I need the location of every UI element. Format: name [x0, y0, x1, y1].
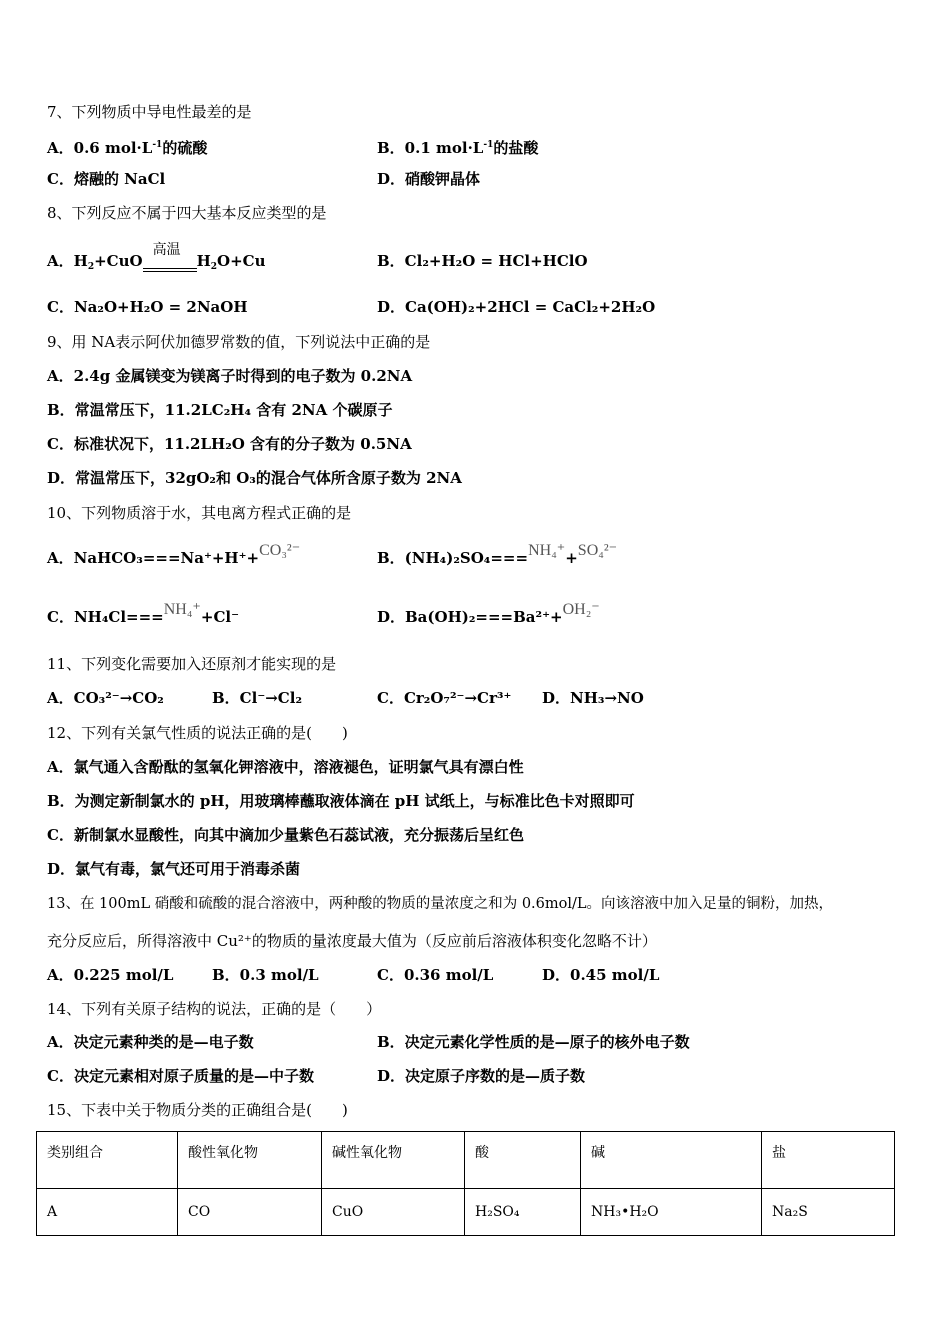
- condition-label: 高温: [152, 242, 181, 258]
- q8-a-end: O+Cu: [217, 252, 266, 270]
- q9-option-b[interactable]: B．常温常压下，11.2LC₂H₄ 含有 2NA 个碳原子: [47, 401, 393, 419]
- q10-option-c[interactable]: [47, 601, 239, 628]
- q10-c-text: C．NH₄Cl===: [47, 608, 164, 626]
- q12-option-b[interactable]: B．为测定新制氯水的 pH，用玻璃棒蘸取液体滴在 pH 试纸上，与标准比色卡对照即可: [47, 792, 635, 810]
- q13-stem-line1: 13、在 100mL 硝酸和硫酸的混合溶液中，两种酸的物质的量浓度之和为 0.6mol/L。向该溶液中加入足量的铜粉，加热，: [47, 896, 834, 912]
- table-cell: NH₃•H₂O: [581, 1189, 762, 1236]
- q13-option-c[interactable]: C．0.36 mol/L: [377, 966, 494, 984]
- q7-b-tail: 的盐酸: [493, 139, 539, 157]
- table-header-cell: 碱: [581, 1132, 762, 1189]
- table-header-cell: 盐: [762, 1132, 895, 1189]
- q9-option-c[interactable]: C．标准状况下，11.2LH₂O 含有的分子数为 0.5NA: [47, 435, 412, 453]
- q10-a-ion: CO₃²⁻: [259, 542, 301, 559]
- q11-option-d[interactable]: D．NH₃→NO: [542, 689, 644, 707]
- q10-a-text: A．NaHCO₃===Na⁺+H⁺+: [47, 549, 260, 567]
- q7-a-text: A．0.6 mol·L: [47, 139, 153, 157]
- q7-b-text: B．0.1 mol·L: [377, 139, 484, 157]
- q10-c-tail: +Cl⁻: [200, 608, 239, 626]
- q10-stem: 10、下列物质溶于水，其电离方程式正确的是: [47, 504, 352, 522]
- table-cell: A: [37, 1189, 178, 1236]
- q10-d-text: D．Ba(OH)₂===Ba²⁺+: [377, 608, 563, 626]
- table-row: [37, 1189, 895, 1236]
- table-cell: Na₂S: [762, 1189, 895, 1236]
- q14-option-c[interactable]: C．决定元素相对原子质量的是—中子数: [47, 1067, 314, 1085]
- q7-stem: 7、下列物质中导电性最差的是: [47, 103, 252, 121]
- reaction-condition-arrow: [143, 242, 197, 277]
- q11-option-b[interactable]: B．Cl⁻→Cl₂: [212, 689, 303, 707]
- q8-option-a[interactable]: A．$H_2+CuO$ 高温 $H_2O+Cu$: [47, 251, 266, 277]
- q8-option-c[interactable]: C．Na₂O+H₂O = 2NaOH: [47, 298, 248, 316]
- table-header-row: [37, 1132, 895, 1189]
- q12-option-d[interactable]: D．氯气有毒，氯气还可用于消毒杀菌: [47, 860, 301, 878]
- q10-option-b[interactable]: [377, 542, 618, 569]
- table-cell: CuO: [322, 1189, 465, 1236]
- q11-option-a[interactable]: A．CO₃²⁻→CO₂: [47, 689, 164, 707]
- q8-a-pre: A．H: [47, 252, 88, 270]
- q9-option-d[interactable]: D．常温常压下，32gO₂和 O₃的混合气体所含原子数为 2NA: [47, 469, 462, 487]
- table-header-cell: 类别组合: [37, 1132, 178, 1189]
- q13-option-b[interactable]: B．0.3 mol/L: [212, 966, 319, 984]
- q14-stem: 14、下列有关原子结构的说法，正确的是（ ）: [47, 1000, 382, 1018]
- q9-option-a[interactable]: A．2.4g 金属镁变为镁离子时得到的电子数为 0.2NA: [47, 367, 413, 385]
- q14-option-a[interactable]: A．决定元素种类的是—电子数: [47, 1033, 254, 1051]
- q10-b-plus: +: [565, 549, 578, 567]
- q8-stem: 8、下列反应不属于四大基本反应类型的是: [47, 204, 327, 222]
- q12-option-c[interactable]: C．新制氯水显酸性，向其中滴加少量紫色石蕊试液，充分振荡后呈红色: [47, 826, 524, 844]
- q12-option-a[interactable]: A．氯气通入含酚酞的氢氧化钾溶液中，溶液褪色，证明氯气具有漂白性: [47, 758, 524, 776]
- q8-option-b[interactable]: B．Cl₂+H₂O = HCl+HClO: [377, 252, 588, 270]
- q12-stem: 12、下列有关氯气性质的说法正确的是( ): [47, 724, 348, 742]
- q10-b-text: B．(NH₄)₂SO₄===: [377, 549, 529, 567]
- q7-option-a[interactable]: [47, 135, 207, 158]
- q8-a-mid: +CuO: [94, 252, 143, 270]
- q13-option-a[interactable]: A．0.225 mol/L: [47, 966, 174, 984]
- q10-b-ion1: NH₄⁺: [528, 542, 566, 559]
- q13-stem-line2: 充分反应后，所得溶液中 Cu²⁺的物质的量浓度最大值为（反应前后溶液体积变化忽略不计）: [47, 932, 657, 950]
- q10-d-ion: OH₂⁻: [562, 601, 600, 618]
- q7-b-sup: -1: [483, 140, 494, 150]
- q15-stem: 15、下表中关于物质分类的正确组合是( ): [47, 1101, 348, 1119]
- q14-option-b[interactable]: B．决定元素化学性质的是—原子的核外电子数: [377, 1033, 690, 1051]
- q10-c-ion: NH₄⁺: [163, 601, 201, 618]
- q7-a-tail: 的硫酸: [162, 139, 208, 157]
- q11-stem: 11、下列变化需要加入还原剂才能实现的是: [47, 655, 337, 673]
- q13-option-d[interactable]: D．0.45 mol/L: [542, 966, 660, 984]
- table-header-cell: 酸性氧化物: [178, 1132, 322, 1189]
- q10-b-ion2: SO₄²⁻: [577, 542, 618, 559]
- table-header-cell: 碱性氧化物: [322, 1132, 465, 1189]
- q8-a-post: H: [196, 252, 211, 270]
- q10-option-d[interactable]: [377, 601, 600, 628]
- q7-option-c[interactable]: C．熔融的 NaCl: [47, 170, 166, 188]
- table-header-cell: 酸: [465, 1132, 581, 1189]
- q9-stem: 9、用 NA表示阿伏加德罗常数的值，下列说法中正确的是: [47, 333, 431, 351]
- q7-a-sup: -1: [152, 140, 163, 150]
- q7-option-d[interactable]: D．硝酸钾晶体: [377, 170, 481, 188]
- classification-table: [36, 1131, 895, 1236]
- q7-option-b[interactable]: [377, 135, 538, 158]
- q11-option-c[interactable]: C．Cr₂O₇²⁻→Cr³⁺: [377, 689, 512, 707]
- q14-option-d[interactable]: D．决定原子序数的是—质子数: [377, 1067, 586, 1085]
- table-cell: H₂SO₄: [465, 1189, 581, 1236]
- table-cell: CO: [178, 1189, 322, 1236]
- q8-option-d[interactable]: D．Ca(OH)₂+2HCl = CaCl₂+2H₂O: [377, 298, 656, 316]
- q10-option-a[interactable]: [47, 542, 301, 569]
